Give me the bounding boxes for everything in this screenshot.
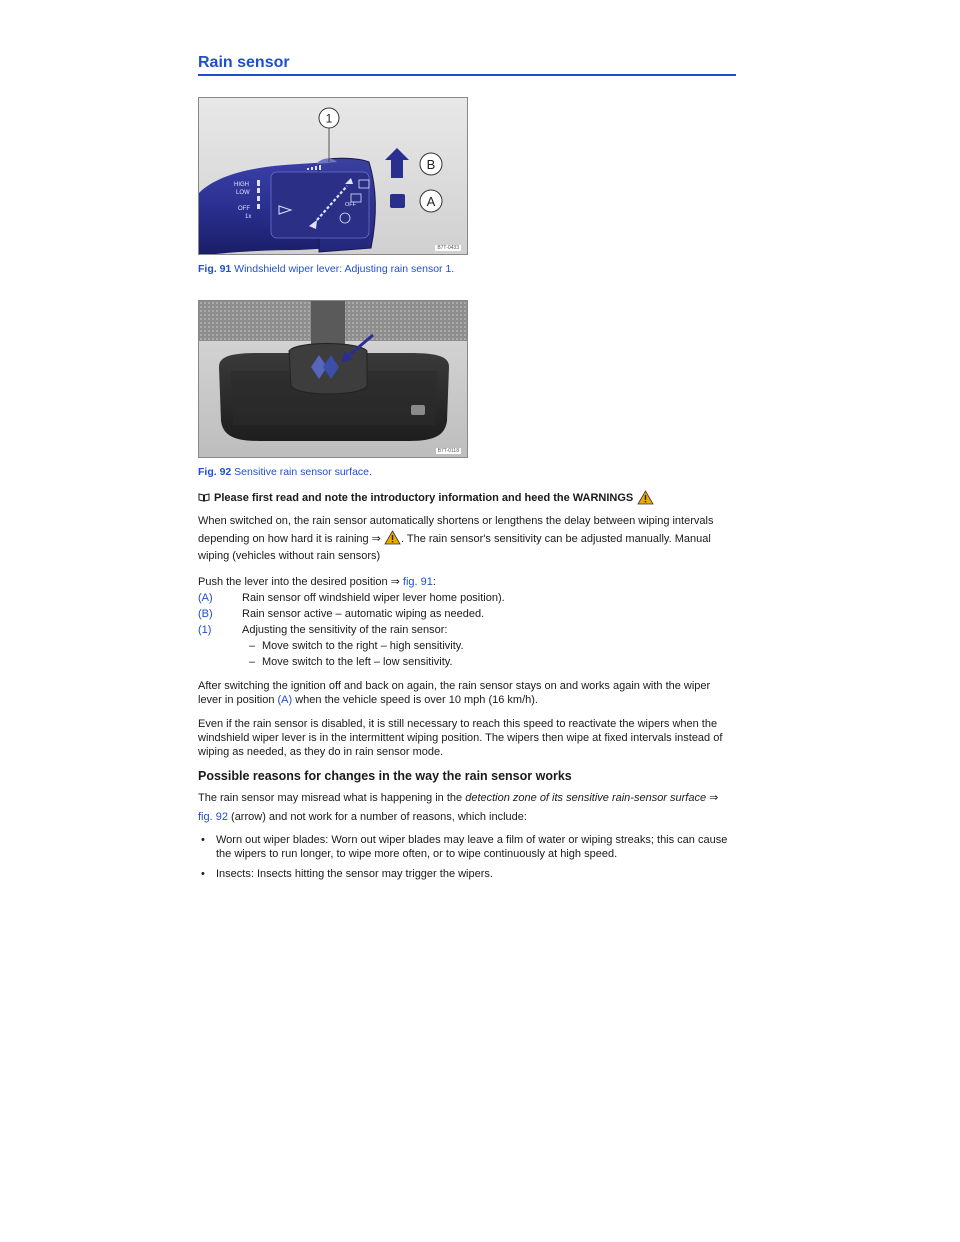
position-a-link[interactable]: (A) [277,694,293,706]
warning-icon[interactable] [637,490,654,505]
list-item: • Insects: Insects hitting the sensor may trigger the wipers. [201,868,493,880]
wiper-lever-illustration [199,98,468,255]
list-item: • Worn out wiper blades: Worn out wiper blades may leave a film of water or wiping streaks; this can cause the wipers to run longer, to wipe more often, or to wipe continuously at high speed. [201,834,728,860]
svg-text:B: B [426,157,436,172]
figure-code: B7T-0118 [437,448,459,454]
disabled-paragraph: Even if the rain sensor is disabled, it is still necessary to reach this speed to reactivate the wipers when the windshield wiper lever is in the intermittent wiping position. The wipers then wipe at fixed intervals instead of wiping as needed, as they do in rain sensor mode. [198,718,723,758]
position-a-square [390,194,405,208]
intro-note: Please first read and note the introductory information and heed the WARNINGS [198,490,736,505]
label-off-rear: OFF [345,202,356,208]
label-high: HIGH [234,182,249,188]
list-subitem: – Move switch to the right – high sensitivity. [248,640,464,652]
ignition-paragraph: After switching the ignition off and back on again, the rain sensor stays on and works again with the wiper lever in position (A) when the vehicle speed is over 10 mph (16 km/h). [198,680,711,706]
figure-caption: Fig. 91 Windshield wiper lever: Adjusting rain sensor 1. [198,263,455,275]
list-item: (A) Rain sensor off windshield wiper lever home position). [198,592,505,604]
mirror-button [411,405,425,415]
book-icon [198,493,210,502]
page-title: Rain sensor [198,54,736,76]
label-low: LOW [236,190,250,196]
list-subitem: – Move switch to the left – low sensitivity. [248,656,453,668]
list-item: (1) Adjusting the sensitivity of the rain sensor: [198,624,448,636]
fig-91-link[interactable]: fig. 91 [402,576,433,588]
figure-wiper-lever [198,97,468,255]
svg-text:A: A [426,194,436,209]
reasons-paragraph: The rain sensor may misread what is happening in the detection zone of its sensitive rain-sensor surface ⇒ fig. 92 (arrow) and not work for a number of reasons, which include: [198,792,719,823]
list-item: (B) Rain sensor active – automatic wiping as needed. [198,608,485,620]
rain-sensor-illustration [199,301,468,458]
figure-code: B7T-0433 [437,245,459,251]
section-heading: Possible reasons for changes in the way the rain sensor works [198,769,572,783]
fig-92-link[interactable]: fig. 92 [198,811,228,823]
intro-paragraph: When switched on, the rain sensor automatically shortens or lengthens the delay between wiping intervals depending on how hard it is raining ⇒ . The rain sensor's sensitivity can be adjusted manually. Manual wiping (vehicles without rain sensors) [198,515,714,562]
svg-text:1: 1 [325,111,333,126]
figure-caption: Fig. 92 Sensitive rain sensor surface. [198,466,372,478]
positions-list [198,591,736,669]
figure-rain-sensor-surface [198,300,468,458]
manual-page [198,54,736,881]
positions-lead: Push the lever into the desired position ⇒ fig. 91: [198,576,436,588]
warning-icon[interactable] [384,530,401,545]
label-1x: 1x [245,214,252,220]
label-off: OFF [238,206,250,212]
